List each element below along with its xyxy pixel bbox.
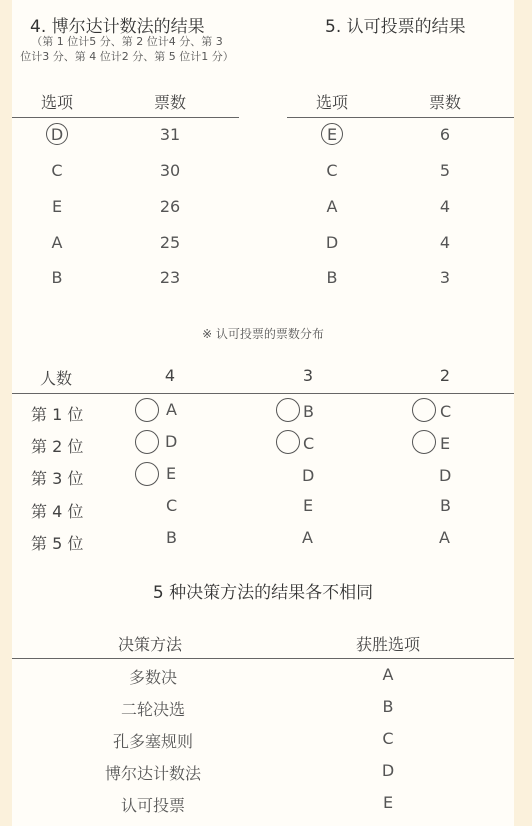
dist-col1-rank4: C	[166, 496, 178, 515]
rank-label-4: 第 4 位	[31, 502, 84, 521]
borda-row5-votes: 23	[159, 268, 181, 287]
approval-row3-option: A	[326, 197, 338, 216]
approval-mark-circle	[276, 430, 300, 454]
dist-col1-rank3: E	[166, 464, 177, 483]
summary-row1-winner: A	[382, 665, 394, 684]
borda-row1-option: D	[50, 125, 64, 144]
approval-header-rule	[287, 117, 514, 118]
summary-row4-method: 博尔达计数法	[104, 764, 201, 783]
dist-col1-rank5: B	[166, 528, 177, 547]
approval-mark-circle	[135, 430, 159, 454]
approval-mark-circle	[276, 398, 300, 422]
borda-row3-option: E	[51, 197, 63, 216]
dist-col2-rank3: D	[302, 466, 315, 485]
summary-row3-winner: C	[382, 729, 394, 748]
dist-col2-rank1: B	[303, 402, 314, 421]
dist-col3-rank3: D	[439, 466, 452, 485]
rank-label-3: 第 3 位	[31, 469, 84, 488]
distribution-header-label: 人数	[40, 369, 73, 388]
dist-col3-rank5: A	[439, 528, 450, 547]
summary-row5-winner: E	[382, 793, 394, 812]
distribution-count-2: 3	[302, 366, 314, 385]
rank-label-2: 第 2 位	[31, 437, 84, 456]
borda-row2-votes: 30	[159, 161, 181, 180]
borda-header-option: 选项	[40, 93, 73, 112]
rank-label-1: 第 1 位	[31, 405, 84, 424]
dist-col2-rank4: E	[303, 496, 314, 515]
distribution-caption: ※ 认可投票的票数分布	[202, 327, 324, 341]
summary-row2-method: 二轮决选	[120, 700, 185, 719]
summary-row4-winner: D	[381, 761, 395, 780]
dist-col2-rank5: A	[302, 528, 313, 547]
approval-mark-circle	[412, 430, 436, 454]
approval-title: 5. 认可投票的结果	[325, 17, 466, 37]
summary-header-method: 决策方法	[117, 635, 182, 654]
approval-header-option: 选项	[315, 93, 348, 112]
summary-row1-method: 多数决	[128, 668, 177, 687]
approval-row2-option: C	[326, 161, 338, 180]
approval-row4-votes: 4	[439, 233, 451, 252]
borda-header-rule	[12, 117, 239, 118]
borda-row2-option: C	[51, 161, 63, 180]
distribution-count-3: 2	[439, 366, 451, 385]
approval-row2-votes: 5	[439, 161, 451, 180]
borda-note-line2: 位计3 分、第 4 位计2 分、第 5 位计1 分）	[20, 50, 234, 63]
rank-label-5: 第 5 位	[31, 534, 84, 553]
dist-col1-rank1: A	[166, 400, 177, 419]
approval-row5-votes: 3	[439, 268, 451, 287]
borda-title: 4. 博尔达计数法的结果	[30, 17, 205, 37]
approval-mark-circle	[135, 398, 159, 422]
dist-col1-rank2: D	[165, 432, 178, 451]
summary-title: 5 种决策方法的结果各不相同	[152, 583, 374, 603]
borda-row4-option: A	[51, 233, 63, 252]
borda-note-line1: （第 1 位计5 分、第 2 位计4 分、第 3	[31, 35, 223, 48]
approval-row3-votes: 4	[439, 197, 451, 216]
approval-row1-votes: 6	[439, 125, 451, 144]
summary-header-winner: 获胜选项	[355, 635, 420, 654]
approval-row5-option: B	[326, 268, 338, 287]
dist-col3-rank4: B	[440, 496, 451, 515]
approval-row4-option: D	[325, 233, 339, 252]
dist-col2-rank2: C	[303, 434, 315, 453]
summary-row2-winner: B	[382, 697, 394, 716]
approval-mark-circle	[412, 398, 436, 422]
dist-col3-rank2: E	[440, 434, 451, 453]
summary-header-rule	[12, 658, 514, 659]
summary-row3-method: 孔多塞规则	[112, 732, 193, 751]
summary-row5-method: 认可投票	[120, 796, 185, 815]
borda-row5-option: B	[51, 268, 63, 287]
borda-header-votes: 票数	[153, 93, 186, 112]
borda-row1-votes: 31	[159, 125, 181, 144]
dist-col3-rank1: C	[440, 402, 452, 421]
borda-row4-votes: 25	[159, 233, 181, 252]
distribution-header-rule	[12, 393, 514, 394]
approval-row1-option: E	[326, 125, 338, 144]
borda-row3-votes: 26	[159, 197, 181, 216]
approval-header-votes: 票数	[428, 93, 461, 112]
approval-mark-circle	[135, 462, 159, 486]
distribution-count-1: 4	[164, 366, 176, 385]
